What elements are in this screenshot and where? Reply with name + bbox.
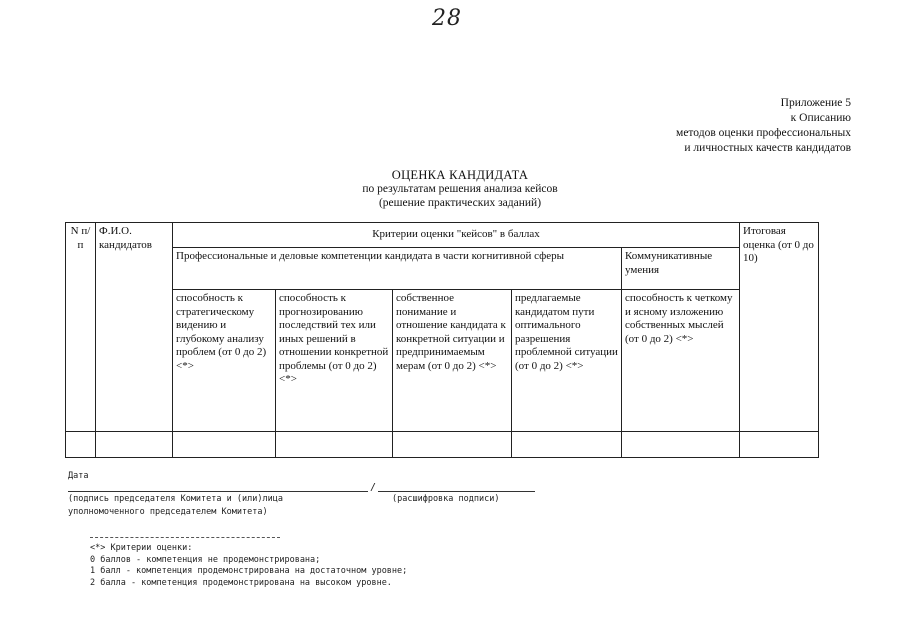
appendix-line: к Описанию: [790, 112, 851, 124]
appendix-line: методов оценки профессиональных: [676, 127, 851, 139]
criterion-cell: собственное понимание и отношение кандидата к конкретной ситуации и предпринимаемым мерам (от 0 до 2) <*>: [393, 290, 512, 432]
empty-cell: [276, 432, 393, 458]
header-group-communicative: Коммуникативные умения: [622, 248, 740, 290]
name-line: [378, 491, 535, 492]
document-title: ОЦЕНКА КАНДИДАТА: [391, 168, 529, 182]
criterion-cell: способность к стратегическому видению и глубокому анализу проблем (от 0 до 2) <*>: [173, 290, 276, 432]
criterion-cell: способность к четкому и ясному изложению собственных мыслей (от 0 до 2) <*>: [622, 290, 740, 432]
signature-caption: (подпись председателя Комитета и (или)лица: [68, 494, 283, 504]
appendix-line: Приложение 5: [780, 97, 851, 109]
empty-cell: [393, 432, 512, 458]
header-number: N п/п: [66, 223, 96, 432]
empty-cell: [740, 432, 819, 458]
footnotes: [90, 543, 407, 589]
criterion-cell: способность к прогнозированию последствий тех или иных решений в отношении конкретной проблемы (от 0 до 2) <*>: [276, 290, 393, 432]
header-fio: Ф.И.О. кандидатов: [96, 223, 173, 432]
empty-cell: [622, 432, 740, 458]
criterion-cell: предлагаемые кандидатом пути оптимального разрешения проблемной ситуации (от 0 до 2) <*>: [512, 290, 622, 432]
document-subtitle: (решение практических заданий): [378, 197, 542, 209]
signature-line: [68, 491, 368, 492]
name-caption: (расшифровка подписи): [392, 494, 500, 504]
document-subtitle: по результатам решения анализа кейсов: [362, 183, 558, 195]
header-group-professional: Профессиональные и деловые компетенции кандидата в части когнитивной сферы: [173, 248, 622, 290]
signature-separator: /: [370, 482, 377, 493]
empty-cell: [173, 432, 276, 458]
appendix-header: [551, 96, 851, 156]
empty-cell: [66, 432, 96, 458]
header-criteria: Критерии оценки "кейсов" в баллах: [173, 223, 740, 248]
footnote-heading: <*> Критерии оценки:: [90, 543, 193, 553]
empty-cell: [512, 432, 622, 458]
footnote-separator: [90, 537, 280, 538]
footnote-item: 2 балла - компетенция продемонстрирована на высоком уровне.: [90, 577, 392, 588]
date-label: Дата: [68, 471, 89, 481]
signature-caption: уполномоченного председателем Комитета): [68, 507, 268, 517]
header-total: Итоговая оценка (от 0 до 10): [740, 223, 819, 432]
footnote-item: 1 балл - компетенция продемонстрирована на достаточном уровне;: [90, 566, 408, 576]
document-title-block: [250, 168, 670, 210]
table-row: [66, 432, 819, 458]
footnote-item: 0 баллов - компетенция не продемонстрирована;: [90, 554, 321, 565]
empty-cell: [96, 432, 173, 458]
appendix-line: и личностных качеств кандидатов: [684, 142, 851, 154]
page-number: 28: [432, 6, 462, 31]
evaluation-table: [65, 222, 819, 458]
